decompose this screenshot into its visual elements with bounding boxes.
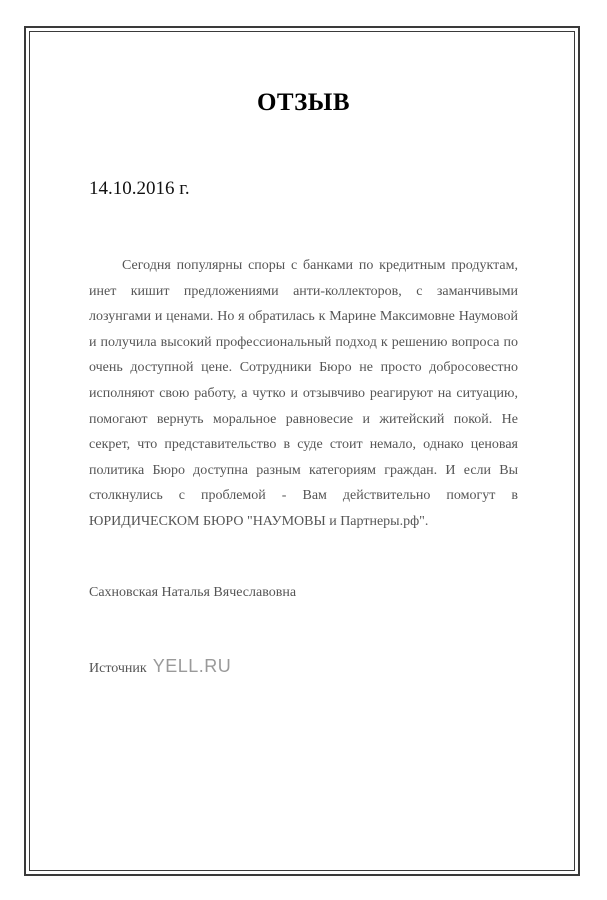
review-author: Сахновская Наталья Вячеславовна <box>89 585 297 600</box>
document-date: 14.10.2016 г. <box>89 178 190 199</box>
review-text: Сегодня популярны споры с банками по кредитным продуктам, инет кишит предложениями анти-коллекторов, с заманчивыми лозунгами и ценами. Но я обратилась к Марине Максимовне Наумовой и получила высокий профессиональный подход к решению вопроса по очень доступной цене. Сотрудники Бюро не просто добросовестно исполняют свою работу, а чутко и отзывчиво реагируют на ситуацию, помогают вернуть моральное равновесие и житейский покой. Не секрет, что представительство в суде стоит немало, однако ценовая политика Бюро доступна разным категориям граждан. И если Вы столкнулись с проблемой - Вам действительно помогут в ЮРИДИЧЕСКОМ БЮРО "НАУМОВЫ и Партнеры.рф". <box>89 258 518 529</box>
source-label: Источник <box>89 661 147 676</box>
document-title: ОТЗЫВ <box>256 89 351 116</box>
source-line <box>89 656 231 677</box>
yell-logo: YELL.RU <box>152 656 232 676</box>
